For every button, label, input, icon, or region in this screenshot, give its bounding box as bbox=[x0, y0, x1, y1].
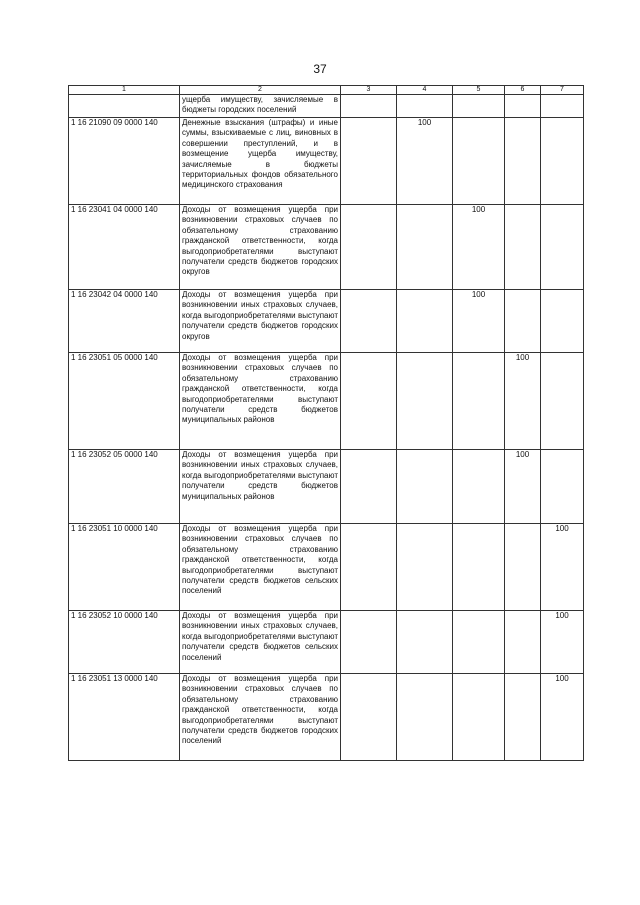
percentage-cell bbox=[505, 524, 541, 611]
revenue-code-cell: 1 16 23051 10 0000 140 bbox=[69, 524, 180, 611]
revenue-code-cell: 1 16 23051 13 0000 140 bbox=[69, 674, 180, 761]
percentage-cell bbox=[505, 205, 541, 290]
table-row bbox=[69, 450, 584, 524]
column-number-header: 2 bbox=[180, 86, 341, 95]
percentage-cell: 100 bbox=[505, 450, 541, 524]
percentage-cell: 100 bbox=[453, 290, 505, 353]
revenue-description-cell: Доходы от возмещения ущерба при возникновении иных страховых случаев, когда выгодоприобретателями выступают получатели средств бюджетов сельских поселений bbox=[180, 611, 341, 674]
percentage-cell bbox=[505, 290, 541, 353]
percentage-cell bbox=[541, 450, 584, 524]
column-number-header: 1 bbox=[69, 86, 180, 95]
percentage-cell bbox=[541, 353, 584, 450]
table-row bbox=[69, 353, 584, 450]
percentage-cell bbox=[341, 118, 397, 205]
percentage-cell: 100 bbox=[505, 353, 541, 450]
revenue-code-cell: 1 16 23052 05 0000 140 bbox=[69, 450, 180, 524]
percentage-cell: 100 bbox=[453, 205, 505, 290]
percentage-cell: 100 bbox=[541, 524, 584, 611]
table-row bbox=[69, 611, 584, 674]
percentage-cell bbox=[341, 674, 397, 761]
percentage-cell bbox=[397, 450, 453, 524]
percentage-cell bbox=[397, 674, 453, 761]
percentage-cell bbox=[397, 205, 453, 290]
percentage-cell bbox=[397, 524, 453, 611]
percentage-cell bbox=[453, 450, 505, 524]
table-row bbox=[69, 118, 584, 205]
percentage-cell bbox=[397, 95, 453, 118]
page-number: 37 bbox=[313, 62, 327, 76]
column-number-header: 3 bbox=[341, 86, 397, 95]
table-row bbox=[69, 524, 584, 611]
revenue-description-cell: Доходы от возмещения ущерба при возникновении страховых случаев по обязательному страхованию гражданской ответственности, когда выгодоприобретателями выступают получатели средств бюджетов городских поселений bbox=[180, 674, 341, 761]
revenue-code-cell bbox=[69, 95, 180, 118]
percentage-cell bbox=[341, 353, 397, 450]
percentage-cell bbox=[397, 353, 453, 450]
revenue-code-cell: 1 16 21090 09 0000 140 bbox=[69, 118, 180, 205]
percentage-cell: 100 bbox=[541, 674, 584, 761]
percentage-cell: 100 bbox=[541, 611, 584, 674]
percentage-cell bbox=[541, 95, 584, 118]
table-row bbox=[69, 674, 584, 761]
revenue-description-cell: Доходы от возмещения ущерба при возникновении страховых случаев по обязательному страхованию гражданской ответственности, когда выгодоприобретателями выступают получатели средств бюджетов городских округов bbox=[180, 205, 341, 290]
table-row bbox=[69, 95, 584, 118]
revenue-description-cell: Доходы от возмещения ущерба при возникновении страховых случаев по обязательному страхованию гражданской ответственности, когда выгодоприобретателями выступают получатели средств бюджетов сельских поселений bbox=[180, 524, 341, 611]
column-number-header: 4 bbox=[397, 86, 453, 95]
column-number-header: 7 bbox=[541, 86, 584, 95]
percentage-cell bbox=[341, 290, 397, 353]
revenue-description-cell: ущерба имуществу, зачисляемые в бюджеты городских поселений bbox=[180, 95, 341, 118]
revenue-distribution-table bbox=[68, 85, 584, 761]
percentage-cell bbox=[505, 95, 541, 118]
percentage-cell bbox=[341, 611, 397, 674]
percentage-cell bbox=[341, 205, 397, 290]
percentage-cell: 100 bbox=[397, 118, 453, 205]
percentage-cell bbox=[505, 611, 541, 674]
revenue-description-cell: Доходы от возмещения ущерба при возникновении иных страховых случаев, когда выгодоприобретателями выступают получатели средств бюджетов городских округов bbox=[180, 290, 341, 353]
percentage-cell bbox=[541, 118, 584, 205]
percentage-cell bbox=[453, 95, 505, 118]
percentage-cell bbox=[541, 290, 584, 353]
revenue-code-cell: 1 16 23052 10 0000 140 bbox=[69, 611, 180, 674]
percentage-cell bbox=[341, 524, 397, 611]
table-row bbox=[69, 205, 584, 290]
percentage-cell bbox=[541, 205, 584, 290]
percentage-cell bbox=[453, 611, 505, 674]
percentage-cell bbox=[341, 450, 397, 524]
revenue-description-cell: Доходы от возмещения ущерба при возникновении страховых случаев по обязательному страхованию гражданской ответственности, когда выгодоприобретателями выступают получатели средств бюджетов муниципальных районов bbox=[180, 353, 341, 450]
percentage-cell bbox=[453, 118, 505, 205]
percentage-cell bbox=[505, 674, 541, 761]
column-number-header: 5 bbox=[453, 86, 505, 95]
percentage-cell bbox=[505, 118, 541, 205]
revenue-code-cell: 1 16 23051 05 0000 140 bbox=[69, 353, 180, 450]
percentage-cell bbox=[397, 611, 453, 674]
column-number-header-row bbox=[69, 86, 584, 95]
percentage-cell bbox=[453, 353, 505, 450]
revenue-description-cell: Денежные взыскания (штрафы) и иные суммы, взыскиваемые с лиц, виновных в совершении преступлений, и в возмещение ущерба имуществу, зачисляемые в бюджеты территориальных фондов обязательного медицинского страхования bbox=[180, 118, 341, 205]
revenue-code-cell: 1 16 23042 04 0000 140 bbox=[69, 290, 180, 353]
percentage-cell bbox=[341, 95, 397, 118]
column-number-header: 6 bbox=[505, 86, 541, 95]
percentage-cell bbox=[397, 290, 453, 353]
percentage-cell bbox=[453, 524, 505, 611]
percentage-cell bbox=[453, 674, 505, 761]
table-row bbox=[69, 290, 584, 353]
revenue-description-cell: Доходы от возмещения ущерба при возникновении иных страховых случаев, когда выгодоприобретателями выступают получатели средств бюджетов муниципальных районов bbox=[180, 450, 341, 524]
revenue-code-cell: 1 16 23041 04 0000 140 bbox=[69, 205, 180, 290]
